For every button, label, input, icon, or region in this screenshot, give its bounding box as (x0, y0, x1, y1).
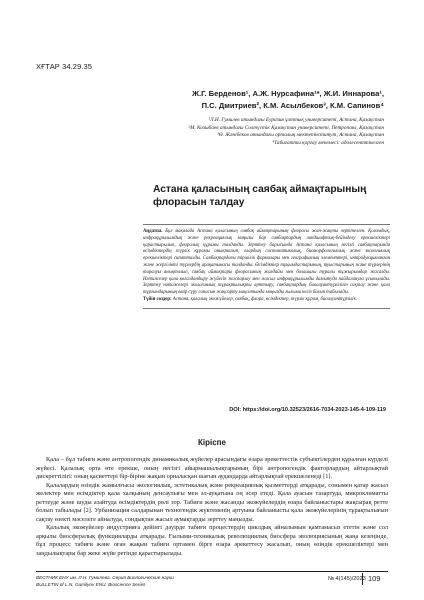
abstract-top-rule (143, 224, 390, 225)
keywords-paragraph (143, 297, 390, 304)
body-paragraph: Қалалық экожүйелер индустрияға дейінгі дәуірде табиғи процестердің циклдық айналымын қамтамасыз ететін және сол арқылы биосфералық функцияларды атқарады. Ғылыми-техникалық революциялық биосфера эволюциясының жаңа кезеңінде, бұл процесс табиғи және оған жақын табиғи ортамен бірге өзара әрекеттесу жасалып, оның өзіндік ерекшеліктері мен заңдылықтары бар жеке жүйе ретінде қарастырылады. (36, 524, 388, 557)
footer-divider (362, 573, 363, 585)
footer-rule (36, 571, 388, 572)
issue-number: № 4(145)/2023 (328, 576, 366, 582)
page-number: 109 (368, 574, 381, 583)
article-title: Астана қаласының саябақ аймақтарының флорасын талдау (153, 184, 367, 208)
abstract-block (143, 224, 390, 309)
abstract-text: Бұл мақалада Астана қаласының саябақ аймақтарының флорасы жан-жақты зерттелген. Қоғамдық, инфрақұрылымдық және рекреациялық маңызы бар саябақтардың ландшафтық-бейімделу ерекшеліктері қарастырылып, флоралық құрамы талданды. Зерттеу барысында Астана қаласының негізгі саябақтарында өсімдіктердің түрлік құрамы анықталып, олардың систематикалық, биоморфологиялық және экологиялық ерекшеліктері сипатталды. Саябақтардағы тіршілік формалары мен географиялық элементтері, интродукцияланған және жергілікті түрлердің арақатынасы талданды. Өсімдіктер тұқымдастарының, туыстарының және түрлерінің таралуы анықталып, саябақ аймақтары флорасының жағдайы мен болашағы туралы тұжырымдар жасалды. Нәтижелер қала көгалдандыру жүйесін жоспарлау мен жасыл инфрақұрылымды дамытуда пайдалануға ұсынылады. Зерттеу нәтижелері экологиялық тұрақтылықты арттыру, саябақтардың биоалуантүрлілігін сақтау және қала тұрғындарының өмір сүру сапасын жақсарту мақсатында маңызды ғылыми негіз болып табылады. (143, 229, 390, 296)
body-paragraph: Қалалардың өзіндік жамылғысы экологиялық, эстетикалық және рекреациялық қызметтерді атқарады, сонымен қатар жасыл желектер мен өсімдіктер қала халқының денсаулығы мен әл-ауқатына оң әсер етеді. Қала ауасын тазартуда, микроклиматты реттеуде және шуды азайтуда өсімдіктердің рөлі зор. Табиғи және жасанды экожүйелердің өзара байланыстары жақсырақ ретте болып табылады [2]. Урбанизация салдарынан техногендік жүктеменің артуына байланысты қала экожүйелерінің тұрақтылығын сақтау өзекті мәселеге айналуда, сондықтан жасыл аумақтарды зерттеу маңызды. (36, 481, 388, 523)
journal-name-en: BULLETIN of L.N. Gumilyov ENU. Bioscience Series (36, 581, 146, 587)
doi-link[interactable]: DOI: https://doi.org/10.32523/2616-7034-2023-145-4-109-119 (229, 407, 386, 413)
abstract-label: Аңдатпа. (143, 229, 163, 234)
irstil-code: ХҒТАР 34.29.35 (36, 62, 93, 71)
affiliation: ¹Л.Н. Гумилев атындағы Еуразия ұлттық университеті, Астана, Қазақстан (208, 117, 384, 123)
affiliation: ²М. Козыбаев атындағы Солтүстік Қазақстан университеті, Петропавл, Қазақстан (188, 124, 384, 131)
abstract-paragraph (143, 229, 390, 297)
body-paragraph: Қала – бұл табиғи және антропогендік динамикалық жүйелер арасындағы өзара әрекеттестік субъектілерден құралған күрделі жүйесі. Қалалық орта өте ерекше, оның негізгі айырмашылықтарының бірі антропогендік факторлардың айтарлықтай дискреттілігі: оның қасиеттері бір-біріне жақын орналасқан шағын аудандарда айтарлықтай ерекшеленеді [1]. (36, 456, 388, 480)
section-heading: Кіріспе (198, 438, 226, 447)
affiliation: ⁴Табиғатты қорғау мекемесі: адолесенттікелген (272, 139, 384, 146)
keywords-text: Астана, қалалық экожүйелер, саябақ, флора, өсімдіктер, түрлік құрам, биоалуантүрлілік. (172, 296, 357, 302)
body-text (36, 456, 388, 558)
author-line: П.С. Дмитриев², К.М. Асылбеков³, К.М. Сапинов⁴ (201, 101, 384, 110)
abstract-bottom-rule (143, 308, 390, 309)
author-list (84, 88, 384, 112)
affiliation: ³Ө. Жәнібеков атындағы орталық мектепінститут, Астана, Қазақстан (217, 132, 384, 139)
affiliation-list (84, 117, 384, 147)
keywords-label: Түйін сөздер: (143, 296, 172, 302)
author-line: Ж.Г. Берденов¹, А.Ж. Нурсафина¹*, Ж.И. Иннарова¹, (192, 89, 384, 98)
journal-name-ru: ВЕСТНИК ЕНУ им. Л.Н. Гумилева. Серия Биологические науки (36, 575, 174, 580)
journal-footer (36, 575, 174, 588)
